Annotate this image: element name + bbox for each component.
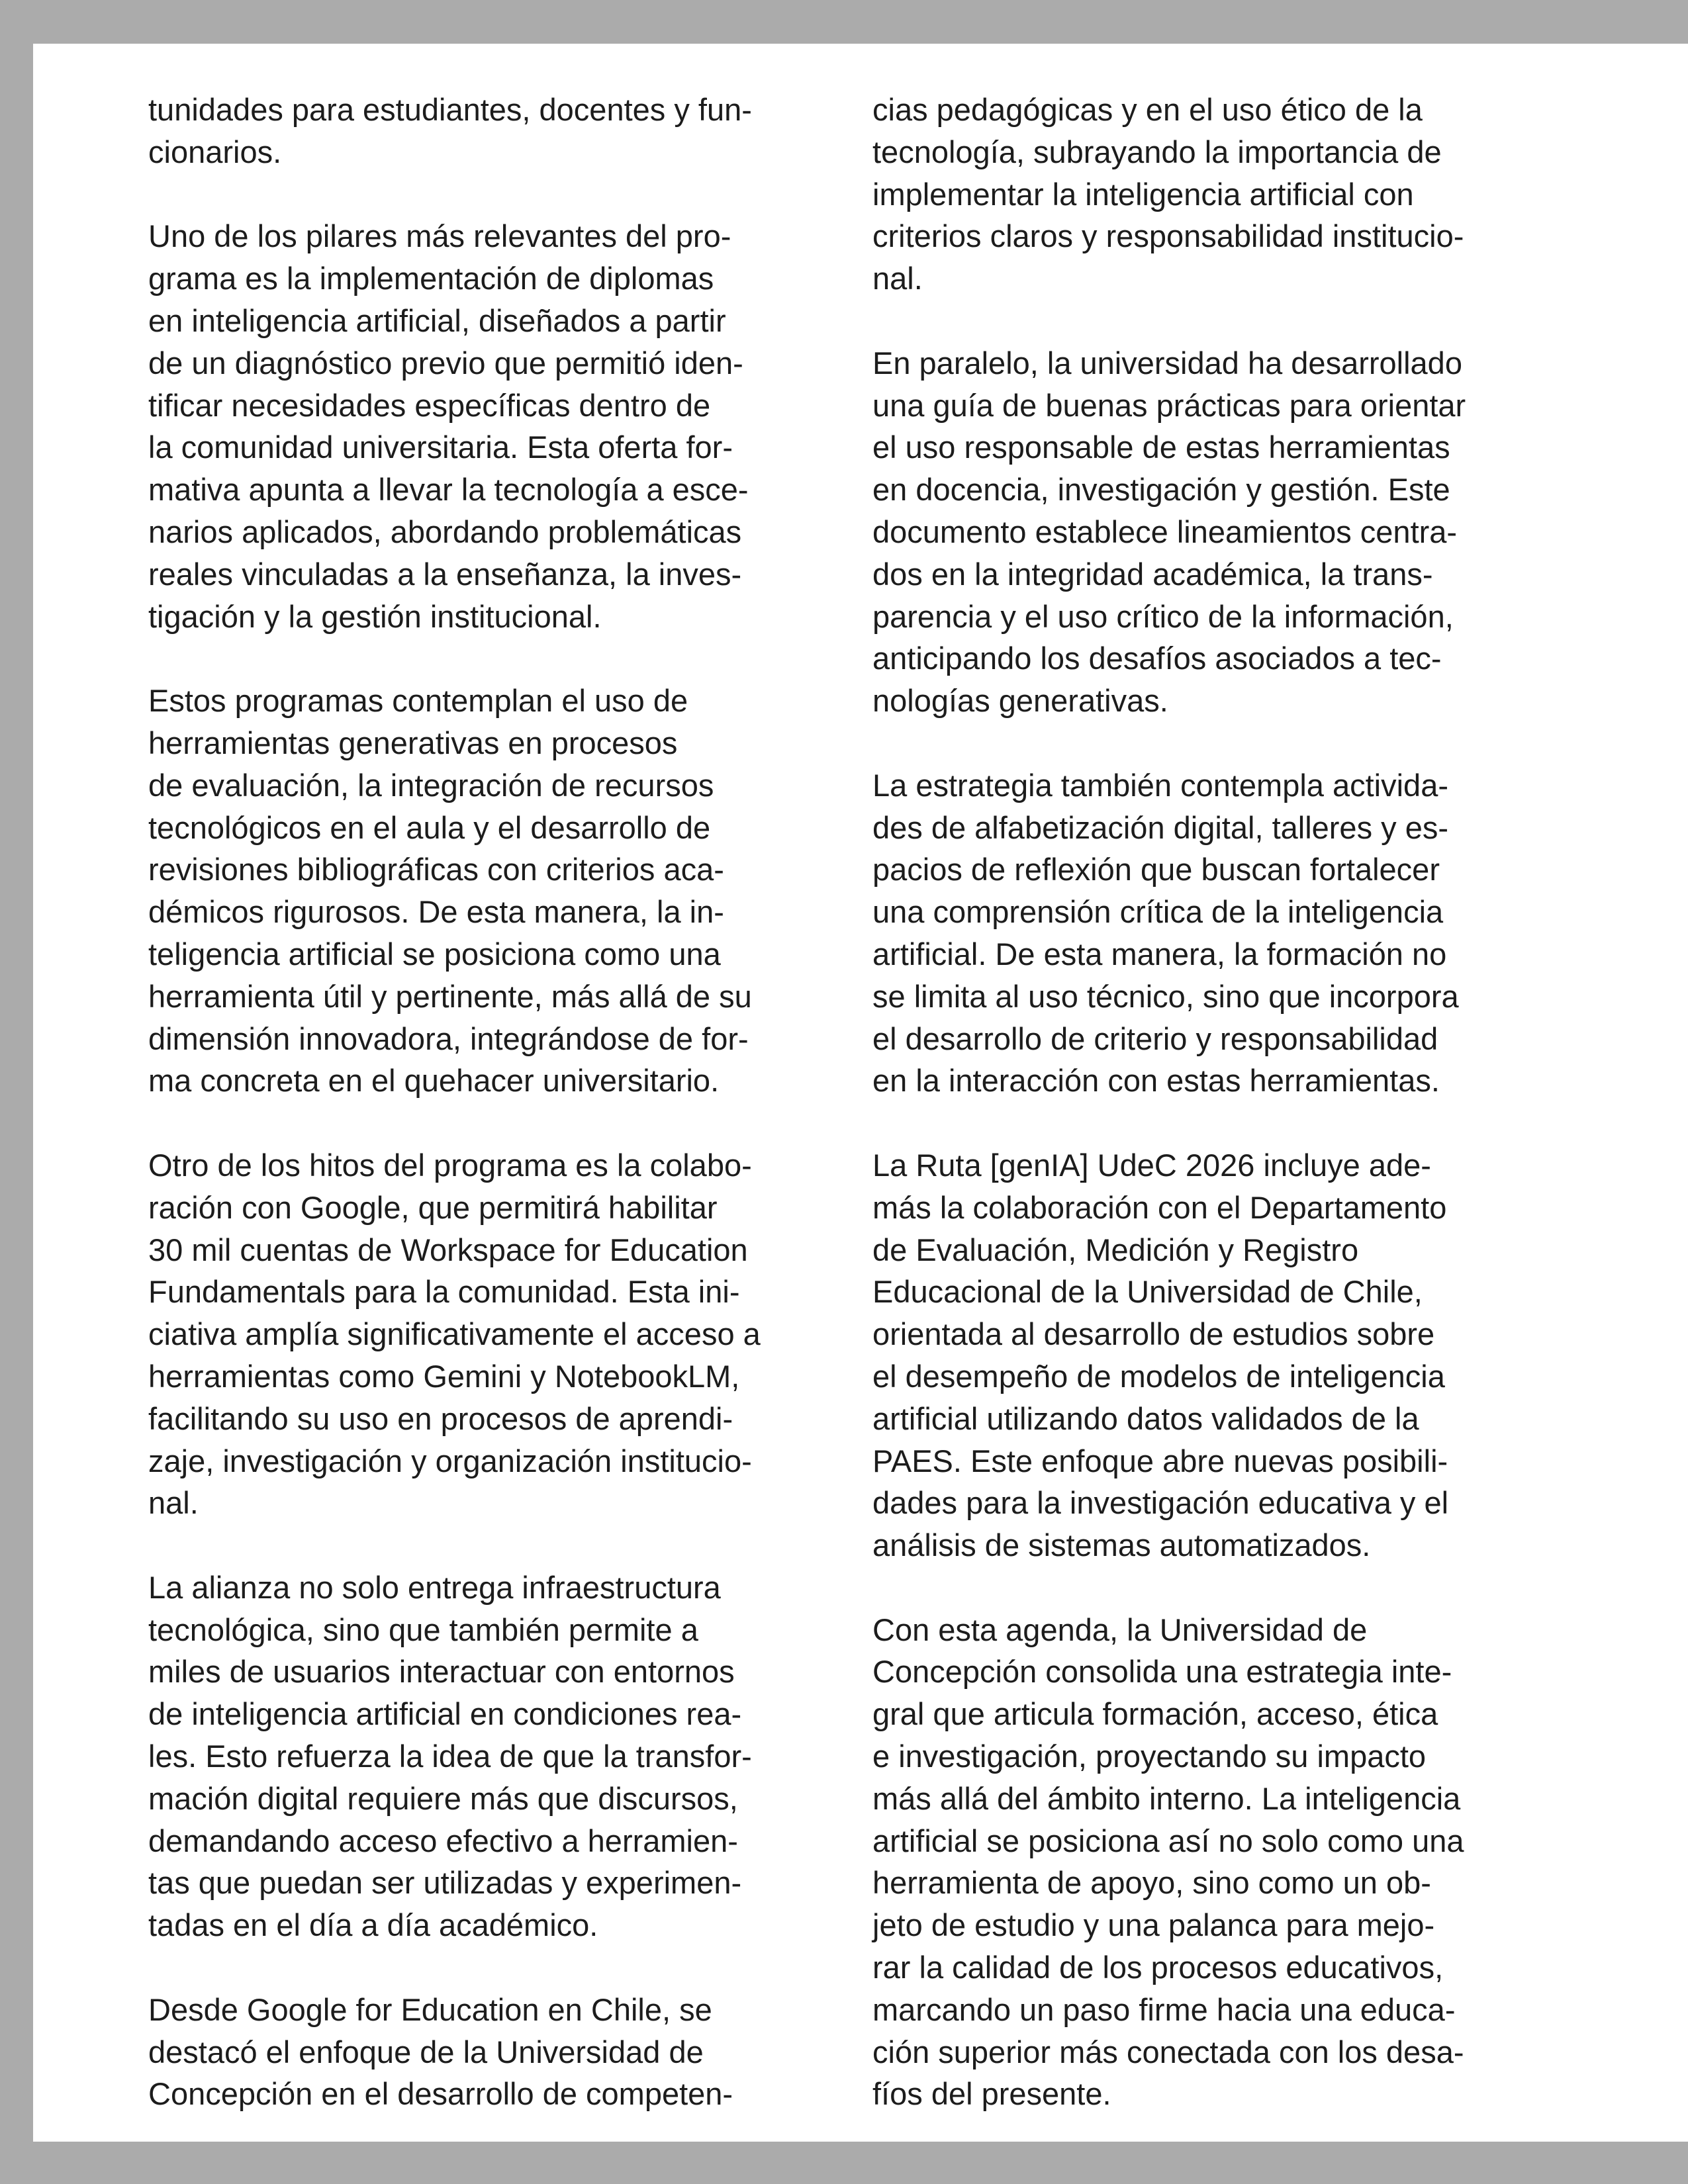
text-line: La alianza no solo entrega infraestructura: [148, 1569, 721, 1605]
text-line: tunidades para estudiantes, docentes y fun-: [148, 92, 752, 127]
text-line: gral que articula formación, acceso, ética: [872, 1696, 1438, 1732]
paragraph: [148, 1567, 810, 1946]
text-line: narios aplicados, abordando problemáticas: [148, 514, 742, 549]
paragraph: [148, 215, 810, 637]
paragraph-spacer: [148, 637, 810, 680]
text-line: ma concreta en el quehacer universitario.: [148, 1063, 720, 1099]
text-line: tecnológicos en el aula y el desarrollo de: [148, 809, 711, 845]
text-line: ción superior más conectada con los desa-: [872, 2034, 1464, 2070]
text-line: En paralelo, la universidad ha desarrollado: [872, 345, 1462, 381]
paragraph-spacer: [872, 300, 1581, 342]
text-line: Fundamentals para la comunidad. Esta ini-: [148, 1274, 740, 1310]
text-line: análisis de sistemas automatizados.: [872, 1527, 1371, 1563]
text-line: artificial se posiciona así no solo como una: [872, 1823, 1464, 1858]
paragraph: [872, 342, 1581, 722]
text-line: dimensión innovadora, integrándose de for-: [148, 1021, 749, 1056]
text-line: una comprensión crítica de la inteligencia: [872, 894, 1444, 930]
paragraph-spacer: [148, 173, 810, 216]
text-line: se limita al uso técnico, sino que incorpora: [872, 978, 1459, 1014]
paragraph-spacer: [148, 1524, 810, 1567]
text-line: de inteligencia artificial en condiciones rea-: [148, 1696, 742, 1732]
paragraph: [872, 1609, 1581, 2116]
text-line: jeto de estudio y una palanca para mejo-: [872, 1907, 1435, 1943]
left-column: [148, 89, 810, 2115]
text-line: revisiones bibliográficas con criterios aca-: [148, 852, 724, 887]
text-line: tificar necesidades específicas dentro de: [148, 387, 711, 423]
text-line: La estrategia también contempla activida-: [872, 767, 1448, 803]
paragraph-spacer: [148, 1102, 810, 1144]
text-line: e investigación, proyectando su impacto: [872, 1739, 1427, 1774]
text-line: rar la calidad de los procesos educativos,: [872, 1950, 1444, 1985]
text-line: Concepción consolida una estrategia inte-: [872, 1654, 1452, 1690]
text-line: anticipando los desafíos asociados a tec-: [872, 641, 1442, 676]
text-line: artificial. De esta manera, la formación no: [872, 936, 1447, 972]
text-line: dades para la investigación educativa y el: [872, 1485, 1449, 1521]
text-line: Estos programas contemplan el uso de: [148, 683, 688, 719]
text-line: marcando un paso firme hacia una educa-: [872, 1991, 1456, 2027]
paragraph-spacer: [148, 1946, 810, 1989]
text-line: La Ruta [genIA] UdeC 2026 incluye ade-: [872, 1147, 1431, 1183]
right-column: [872, 89, 1581, 2115]
text-line: démicos rigurosos. De esta manera, la in-: [148, 894, 724, 930]
text-line: PAES. Este enfoque abre nuevas posibili-: [872, 1443, 1448, 1479]
text-line: demandando acceso efectivo a herramien-: [148, 1823, 738, 1858]
text-line: dos en la integridad académica, la trans-: [872, 556, 1433, 592]
text-line: tecnología, subrayando la importancia de: [872, 134, 1442, 169]
text-line: una guía de buenas prácticas para orientar: [872, 387, 1466, 423]
text-line: de Evaluación, Medición y Registro: [872, 1232, 1359, 1267]
text-line: el desempeño de modelos de inteligencia: [872, 1358, 1445, 1394]
text-line: nal.: [148, 1485, 199, 1521]
text-line: Uno de los pilares más relevantes del pro-: [148, 218, 731, 254]
paragraph: [872, 1144, 1581, 1567]
text-line: nologías generativas.: [872, 683, 1168, 719]
text-line: criterios claros y responsabilidad institucio-: [872, 218, 1464, 254]
text-line: cias pedagógicas y en el uso ético de la: [872, 92, 1423, 127]
text-line: artificial utilizando datos validados de la: [872, 1400, 1419, 1436]
text-line: facilitando su uso en procesos de aprendi-: [148, 1400, 733, 1436]
paragraph: [872, 764, 1581, 1102]
text-line: tadas en el día a día académico.: [148, 1907, 598, 1943]
paragraph: [148, 680, 810, 1102]
text-line: 30 mil cuentas de Workspace for Education: [148, 1232, 748, 1267]
text-line: des de alfabetización digital, talleres y es-: [872, 809, 1448, 845]
paragraph-spacer: [872, 1567, 1581, 1609]
paragraph: [148, 1989, 810, 2115]
text-line: mativa apunta a llevar la tecnología a esce-: [148, 472, 749, 508]
text-line: ración con Google, que permitirá habilitar: [148, 1189, 718, 1225]
text-line: herramienta de apoyo, sino como un ob-: [872, 1865, 1431, 1901]
paragraph-spacer: [872, 722, 1581, 764]
text-line: ciativa amplía significativamente el acceso a: [148, 1316, 761, 1352]
text-line: más la colaboración con el Departamento: [872, 1189, 1447, 1225]
text-line: miles de usuarios interactuar con entornos: [148, 1654, 735, 1690]
text-line: nal.: [872, 261, 923, 296]
text-line: tas que puedan ser utilizadas y experimen-: [148, 1865, 742, 1901]
text-line: implementar la inteligencia artificial con: [872, 176, 1414, 212]
text-line: teligencia artificial se posiciona como una: [148, 936, 721, 972]
text-line: más allá del ámbito interno. La inteligencia: [872, 1780, 1461, 1816]
text-line: parencia y el uso crítico de la información,: [872, 598, 1454, 634]
text-line: Concepción en el desarrollo de competen-: [148, 2076, 733, 2112]
text-line: documento establece lineamientos centra-: [872, 514, 1458, 549]
text-line: grama es la implementación de diplomas: [148, 261, 714, 296]
text-line: Con esta agenda, la Universidad de: [872, 1612, 1368, 1647]
text-line: reales vinculadas a la enseñanza, la inves-: [148, 556, 742, 592]
text-line: zaje, investigación y organización institucio-: [148, 1443, 752, 1479]
text-line: pacios de reflexión que buscan fortalecer: [872, 852, 1440, 887]
paragraph-spacer: [872, 1102, 1581, 1144]
text-line: herramientas como Gemini y NotebookLM,: [148, 1358, 740, 1394]
text-line: tecnológica, sino que también permite a: [148, 1612, 698, 1647]
text-line: Desde Google for Education en Chile, se: [148, 1991, 712, 2027]
text-line: destacó el enfoque de la Universidad de: [148, 2034, 704, 2070]
text-line: la comunidad universitaria. Esta oferta for-: [148, 430, 733, 465]
text-line: en la interacción con estas herramientas.: [872, 1063, 1440, 1099]
text-line: orientada al desarrollo de estudios sobre: [872, 1316, 1435, 1352]
text-line: el uso responsable de estas herramientas: [872, 430, 1450, 465]
text-line: en inteligencia artificial, diseñados a partir: [148, 302, 726, 338]
text-line: les. Esto refuerza la idea de que la transfor-: [148, 1739, 752, 1774]
paragraph: [148, 89, 810, 173]
text-line: cionarios.: [148, 134, 282, 169]
paragraph: [872, 89, 1581, 300]
text-line: de un diagnóstico previo que permitió iden-: [148, 345, 743, 381]
text-line: Educacional de la Universidad de Chile,: [872, 1274, 1423, 1310]
text-line: Otro de los hitos del programa es la colabo-: [148, 1147, 752, 1183]
text-line: herramienta útil y pertinente, más allá de su: [148, 978, 752, 1014]
text-line: el desarrollo de criterio y responsabilidad: [872, 1021, 1438, 1056]
text-line: mación digital requiere más que discursos,: [148, 1780, 738, 1816]
text-line: fíos del presente.: [872, 2076, 1111, 2112]
document-page: [33, 44, 1688, 2142]
text-line: herramientas generativas en procesos: [148, 725, 678, 760]
text-line: en docencia, investigación y gestión. Este: [872, 472, 1450, 508]
text-line: de evaluación, la integración de recursos: [148, 767, 714, 803]
text-line: tigación y la gestión institucional.: [148, 598, 602, 634]
paragraph: [148, 1144, 810, 1524]
